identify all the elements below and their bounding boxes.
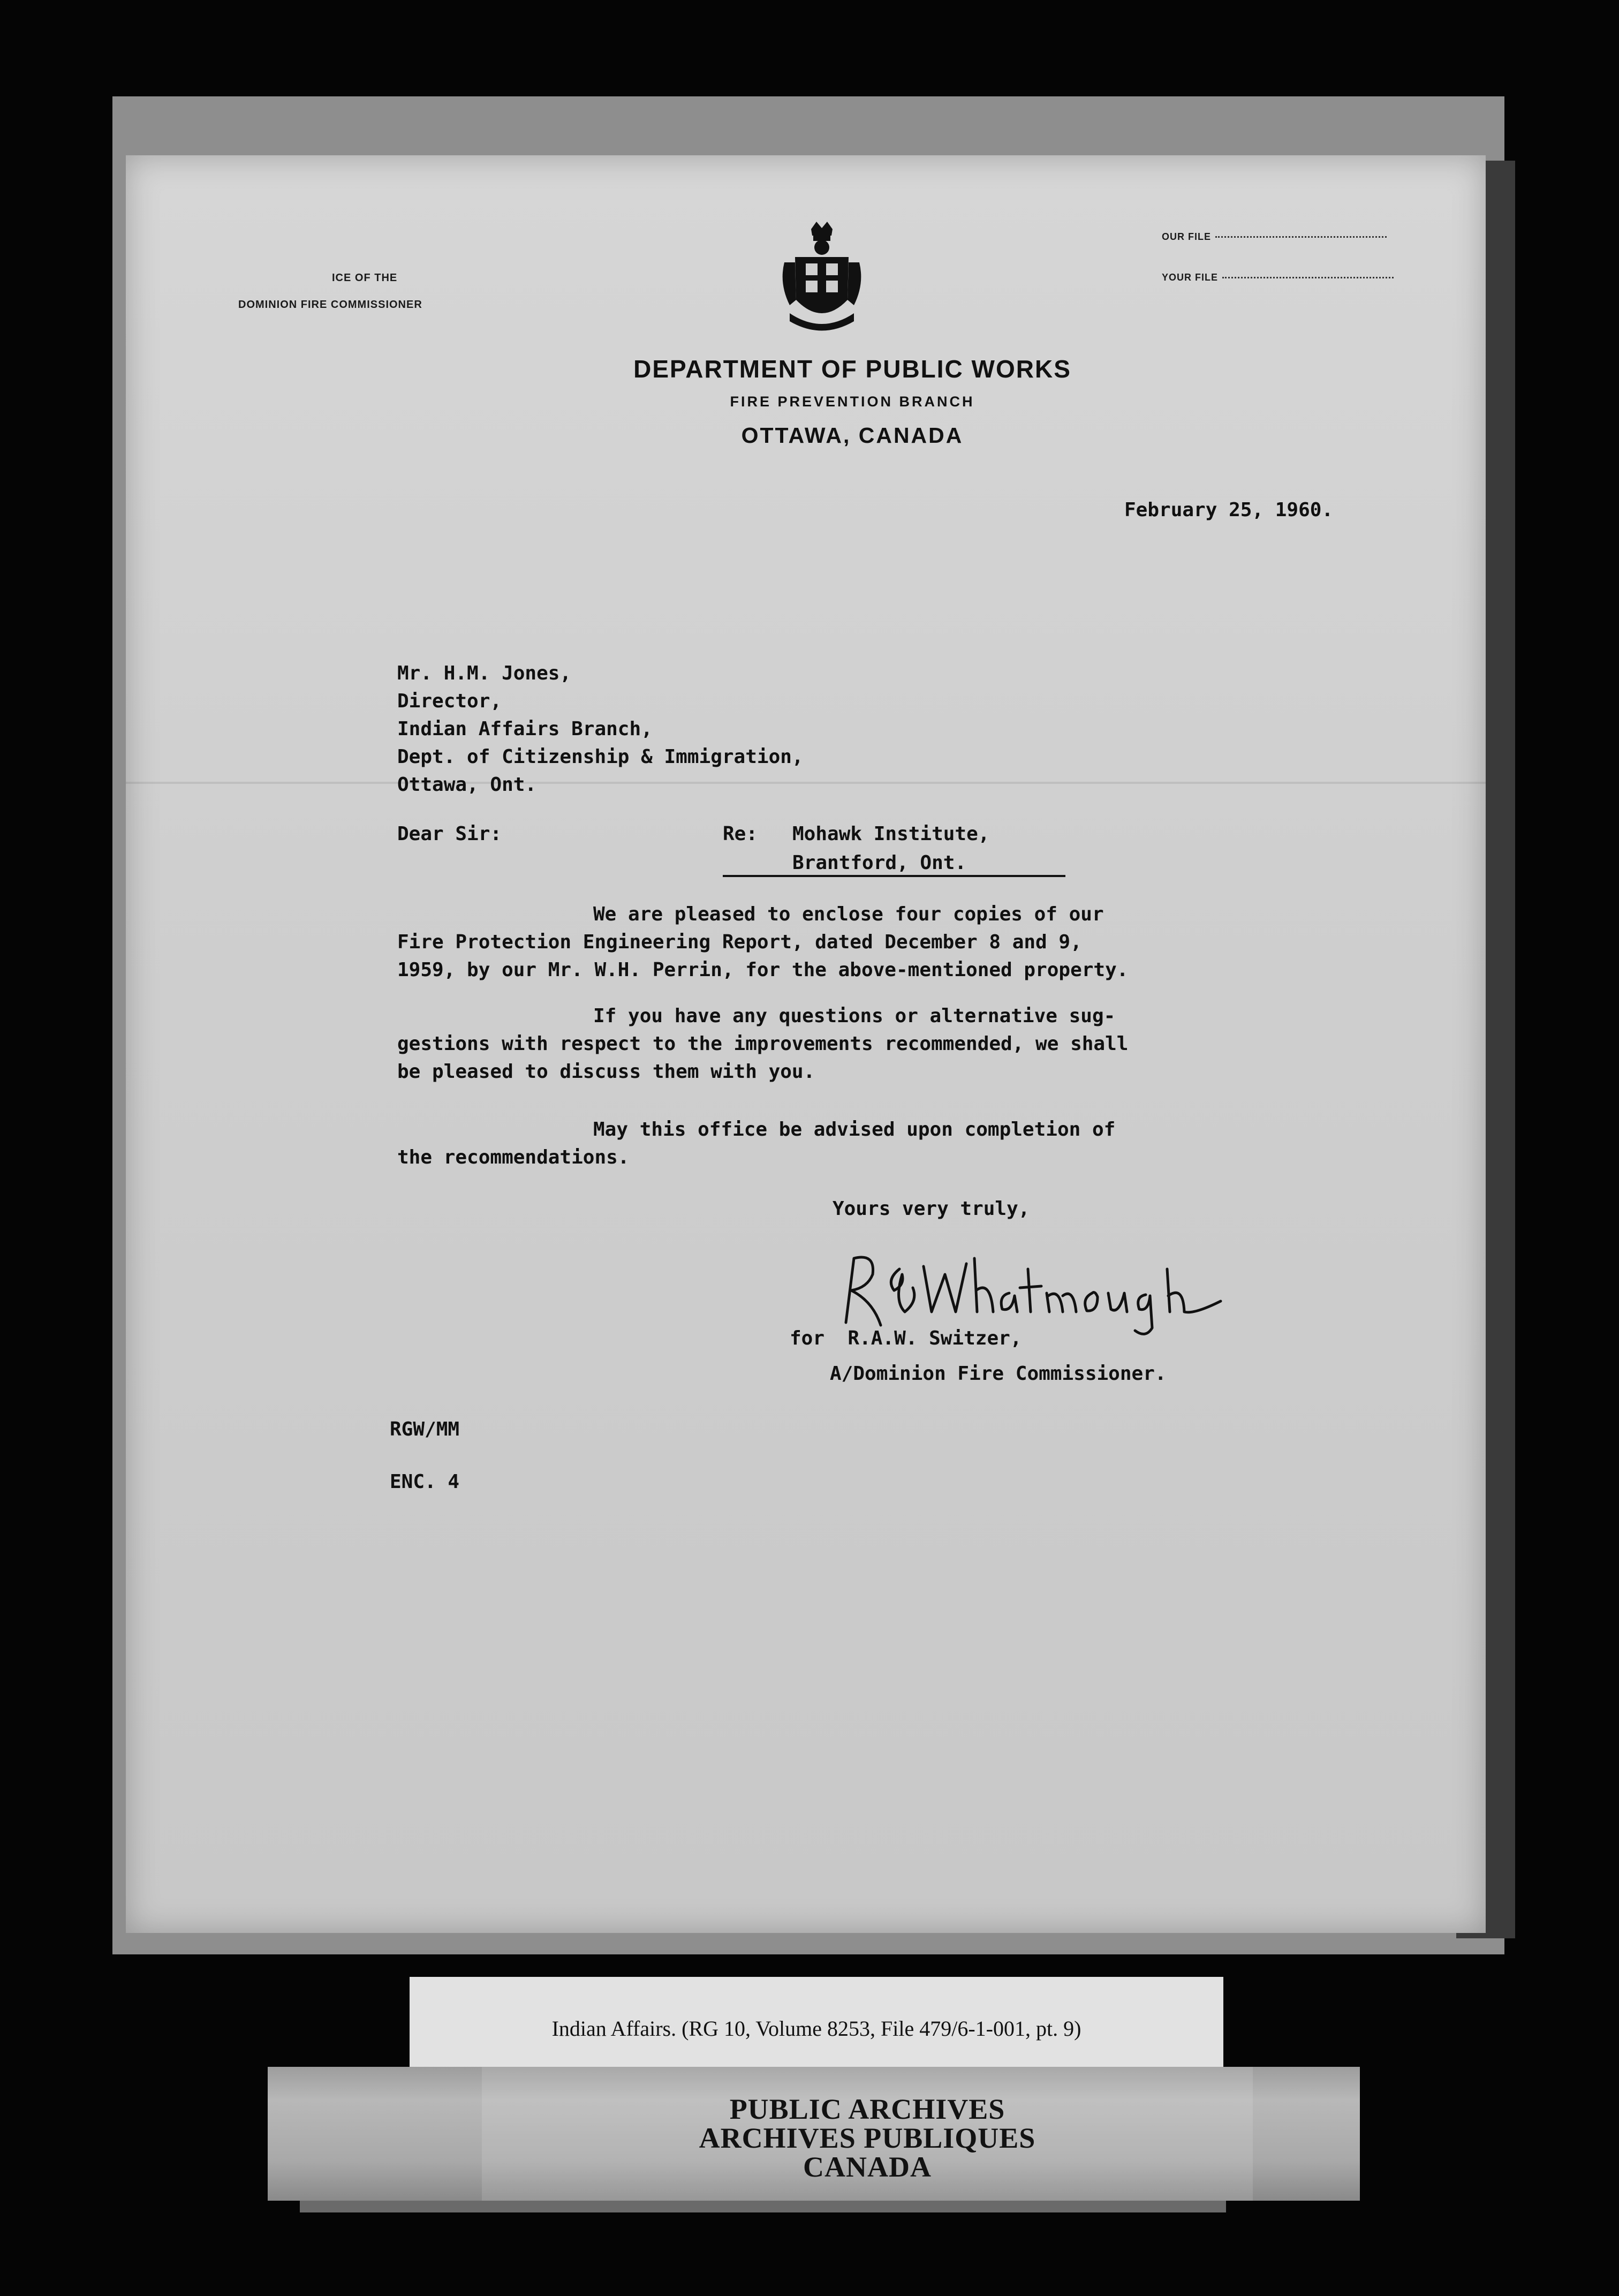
re-label: Re: — [723, 823, 758, 845]
closing: Yours very truly, — [833, 1198, 1030, 1220]
branch-heading: FIRE PREVENTION BRANCH — [730, 394, 975, 410]
address-line: Ottawa, Ont. — [397, 774, 537, 796]
bottom-edge-strip — [300, 2201, 1226, 2212]
archive-stamp-line: CANADA — [803, 2151, 932, 2183]
paragraph-2-line: If you have any questions or alternative sug- — [593, 1005, 1116, 1027]
address-line: Director, — [397, 690, 502, 712]
reference-initials: RGW/MM — [390, 1418, 460, 1440]
address-line: Dept. of Citizenship & Immigration, — [397, 746, 804, 768]
re-underline — [723, 875, 1065, 877]
archive-citation: Indian Affairs. (RG 10, Volume 8253, File 479/6-1-001, pt. 9) — [551, 2016, 1081, 2041]
department-heading: DEPARTMENT OF PUBLIC WORKS — [633, 355, 1071, 383]
your-file-label: YOUR FILE — [1162, 272, 1219, 283]
signer-name: for R.A.W. Switzer, — [790, 1327, 1022, 1349]
address-line: Mr. H.M. Jones, — [397, 662, 572, 684]
paragraph-1-line: Fire Protection Engineering Report, dated December 8 and 9, — [397, 931, 1082, 953]
paragraph-2-line: be pleased to discuss them with you. — [397, 1061, 815, 1083]
salutation: Dear Sir: — [397, 823, 502, 845]
paragraph-3-line: the recommendations. — [397, 1146, 630, 1168]
your-file-dotted-line — [1222, 277, 1394, 278]
city-heading: OTTAWA, CANADA — [741, 423, 964, 448]
archive-stamp-line: ARCHIVES PUBLIQUES — [699, 2122, 1036, 2154]
our-file-dotted-line — [1215, 236, 1387, 238]
paragraph-3-line: May this office be advised upon completion of — [593, 1119, 1116, 1141]
office-line-2: DOMINION FIRE COMMISSIONER — [238, 299, 422, 311]
our-file-field — [1162, 231, 1387, 243]
letter-date: February 25, 1960. — [1124, 499, 1334, 521]
re-line: Brantford, Ont. — [792, 852, 967, 874]
re-line: Mohawk Institute, — [792, 823, 990, 845]
signer-title: A/Dominion Fire Commissioner. — [830, 1363, 1167, 1385]
our-file-label: OUR FILE — [1162, 231, 1211, 242]
paper-fold — [126, 782, 1486, 784]
paragraph-1-line: 1959, by our Mr. W.H. Perrin, for the above-mentioned property. — [397, 959, 1129, 981]
paragraph-2-line: gestions with respect to the improvements recommended, we shall — [397, 1033, 1129, 1055]
paragraph-1-line: We are pleased to enclose four copies of our — [593, 903, 1104, 925]
office-line-1: ICE OF THE — [332, 272, 398, 284]
coat-of-arms-icon — [774, 220, 870, 337]
enclosure-note: ENC. 4 — [390, 1471, 460, 1493]
archive-stamp-line: PUBLIC ARCHIVES — [729, 2093, 1005, 2125]
your-file-field — [1162, 272, 1394, 283]
address-line: Indian Affairs Branch, — [397, 718, 653, 740]
